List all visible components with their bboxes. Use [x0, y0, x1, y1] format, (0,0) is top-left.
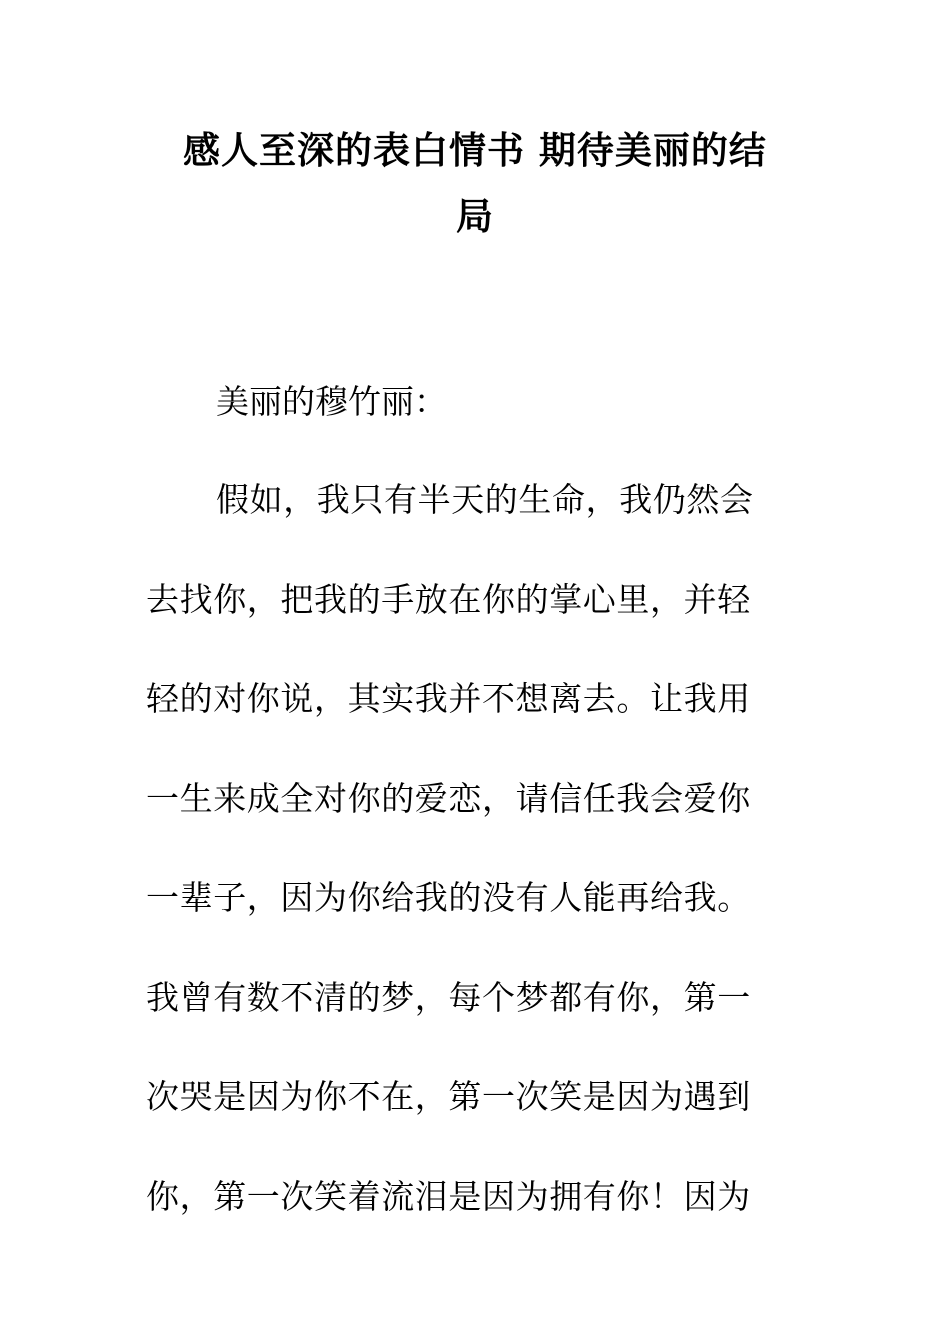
body-line-4: 一生来成全对你的爱恋，请信任我会爱你 — [146, 778, 751, 818]
body-line-1: 假如，我只有半天的生命，我仍然会 — [216, 480, 754, 519]
letter-body — [146, 478, 786, 1274]
body-line-3: 轻的对你说，其实我并不想离去。让我用 — [146, 679, 751, 718]
body-line-2: 去找你，把我的手放在你的掌心里，并轻 — [146, 579, 751, 619]
title-line-1: 感人至深的表白情书 期待美丽的结 — [183, 129, 767, 172]
document-title — [140, 118, 810, 250]
body-line-6: 我曾有数不清的梦，每个梦都有你，第一 — [146, 977, 751, 1017]
title-line-2: 局 — [456, 195, 494, 238]
letter-salutation: 美丽的穆竹丽： — [216, 382, 447, 421]
body-line-8: 你，第一次笑着流泪是因为拥有你！因为 — [146, 1176, 751, 1216]
body-line-5: 一辈子，因为你给我的没有人能再给我。 — [146, 878, 751, 917]
body-line-7: 次哭是因为你不在，第一次笑是因为遇到 — [146, 1077, 751, 1116]
